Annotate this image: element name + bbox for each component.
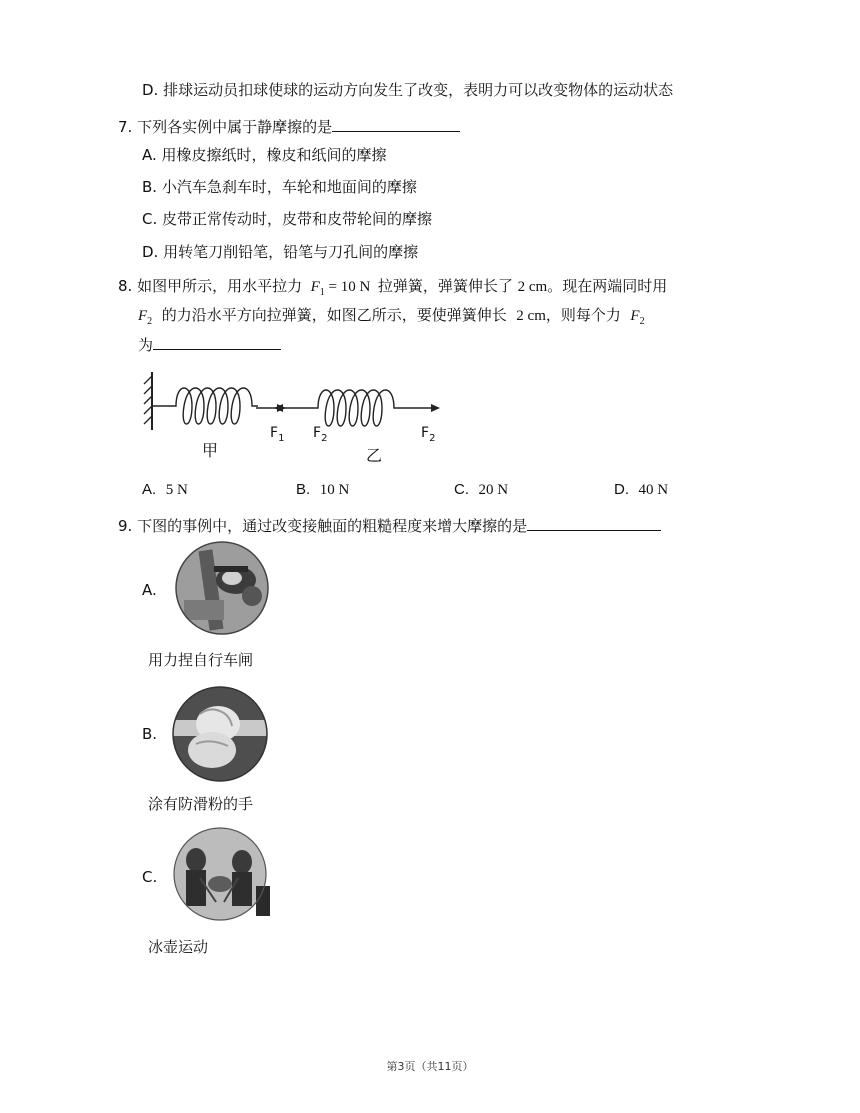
fig-label-f2-left [313, 423, 327, 449]
option-value: 20 N [478, 482, 509, 498]
option-letter: A. [142, 481, 157, 498]
q8-stem-part: 8. 如图甲所示，用水平拉力 [118, 277, 303, 295]
fig-f2-subscript: 2 [429, 432, 436, 444]
q8-stem-line2 [138, 305, 645, 332]
fig-f2-symbol: F [421, 425, 430, 441]
q8-stem-part: 的力沿水平方向拉弹簧，如图乙所示，要使弹簧伸长 [161, 306, 507, 324]
q9-option-b-letter: B. [142, 725, 158, 743]
q8-extension-value-2: 2 cm [516, 308, 546, 324]
fig-label-yi: 乙 [366, 446, 383, 465]
q9-option-b-caption: 涂有防滑粉的手 [148, 795, 254, 813]
q7-stem [118, 115, 460, 137]
q9-stem [118, 514, 661, 536]
option-value: 5 N [165, 482, 188, 498]
q8-f2-expression [138, 308, 153, 327]
q8-f2-subscript: 2 [147, 316, 153, 327]
fig-label-jia: 甲 [202, 441, 219, 460]
q8-answer-blank [153, 333, 281, 350]
fig-label-f2-right [421, 423, 435, 449]
q8-stem-part: 。现在两端同时用 [547, 277, 668, 295]
q9-option-c-letter: C. [142, 868, 158, 886]
fig-label-f1 [270, 423, 284, 449]
bicycle-brake-photo [174, 540, 270, 636]
q9-option-a-caption: 用力捏自行车闸 [148, 651, 254, 669]
q8-f1-expression [307, 279, 378, 298]
fig-f2-symbol: F [313, 425, 322, 441]
fig-f1-symbol: F [270, 425, 279, 441]
q7-option-a: A. 用橡皮擦纸时，橡皮和纸间的摩擦 [142, 146, 387, 164]
wall [144, 372, 152, 430]
fig-f2-subscript: 2 [321, 432, 328, 444]
q7-option-c: C. 皮带正常传动时，皮带和皮带轮间的摩擦 [142, 210, 433, 228]
q8-extension-value: 2 cm [517, 279, 548, 295]
option-letter: B. [296, 481, 311, 498]
option-value: 40 N [638, 482, 669, 498]
q8-option-d [614, 479, 668, 500]
option-value: 10 N [319, 482, 350, 498]
option-letter: D. [614, 481, 629, 498]
q8-f2-symbol: F [630, 308, 640, 324]
q8-f2-symbol: F [138, 308, 148, 324]
fig-f1-subscript: 1 [278, 432, 285, 444]
q8-stem-part: ，则每个力 [545, 306, 621, 324]
q8-stem-part: 为 [138, 336, 154, 354]
q8-option-a [142, 479, 188, 500]
spring-figure [140, 368, 460, 468]
q7-option-d: D. 用转笔刀削铅笔，铅笔与刀孔间的摩擦 [142, 243, 419, 261]
page-footer: 第3页（共11页） [386, 1060, 474, 1073]
q8-option-b [296, 479, 349, 500]
q8-option-c [454, 479, 508, 500]
q8-stem-part: 拉弹簧，弹簧伸长了 [377, 277, 513, 295]
q9-answer-blank [527, 514, 661, 531]
q8-stem-line1 [118, 276, 667, 303]
arrow-f2-right-head [431, 404, 440, 412]
q9-option-c-caption: 冰壶运动 [148, 938, 209, 956]
q8-stem-line3 [138, 333, 281, 355]
q6-option-d: D. 排球运动员扣球使球的运动方向发生了改变，表明力可以改变物体的运动状态 [142, 81, 674, 99]
spring-yi [312, 390, 402, 426]
q8-f1-subscript: 1 [319, 287, 325, 298]
q9-stem-text: 9. 下图的事例中，通过改变接触面的粗糙程度来增大摩擦的是 [118, 517, 528, 535]
option-letter: C. [454, 481, 469, 498]
q8-f1-value: = 10 N [328, 279, 371, 295]
q8-f2-expression-2 [630, 308, 645, 327]
chalked-hand-photo [170, 684, 270, 784]
q7-stem-text: 7. 下列各实例中属于静摩擦的是 [118, 118, 333, 136]
q9-option-a-letter: A. [142, 581, 157, 599]
q7-answer-blank [332, 115, 460, 132]
q8-f1-symbol: F [310, 279, 320, 295]
curling-photo [170, 826, 274, 924]
spring-jia [152, 388, 258, 424]
q7-option-b: B. 小汽车急刹车时，车轮和地面间的摩擦 [142, 178, 417, 196]
q8-f2-subscript: 2 [639, 316, 645, 327]
